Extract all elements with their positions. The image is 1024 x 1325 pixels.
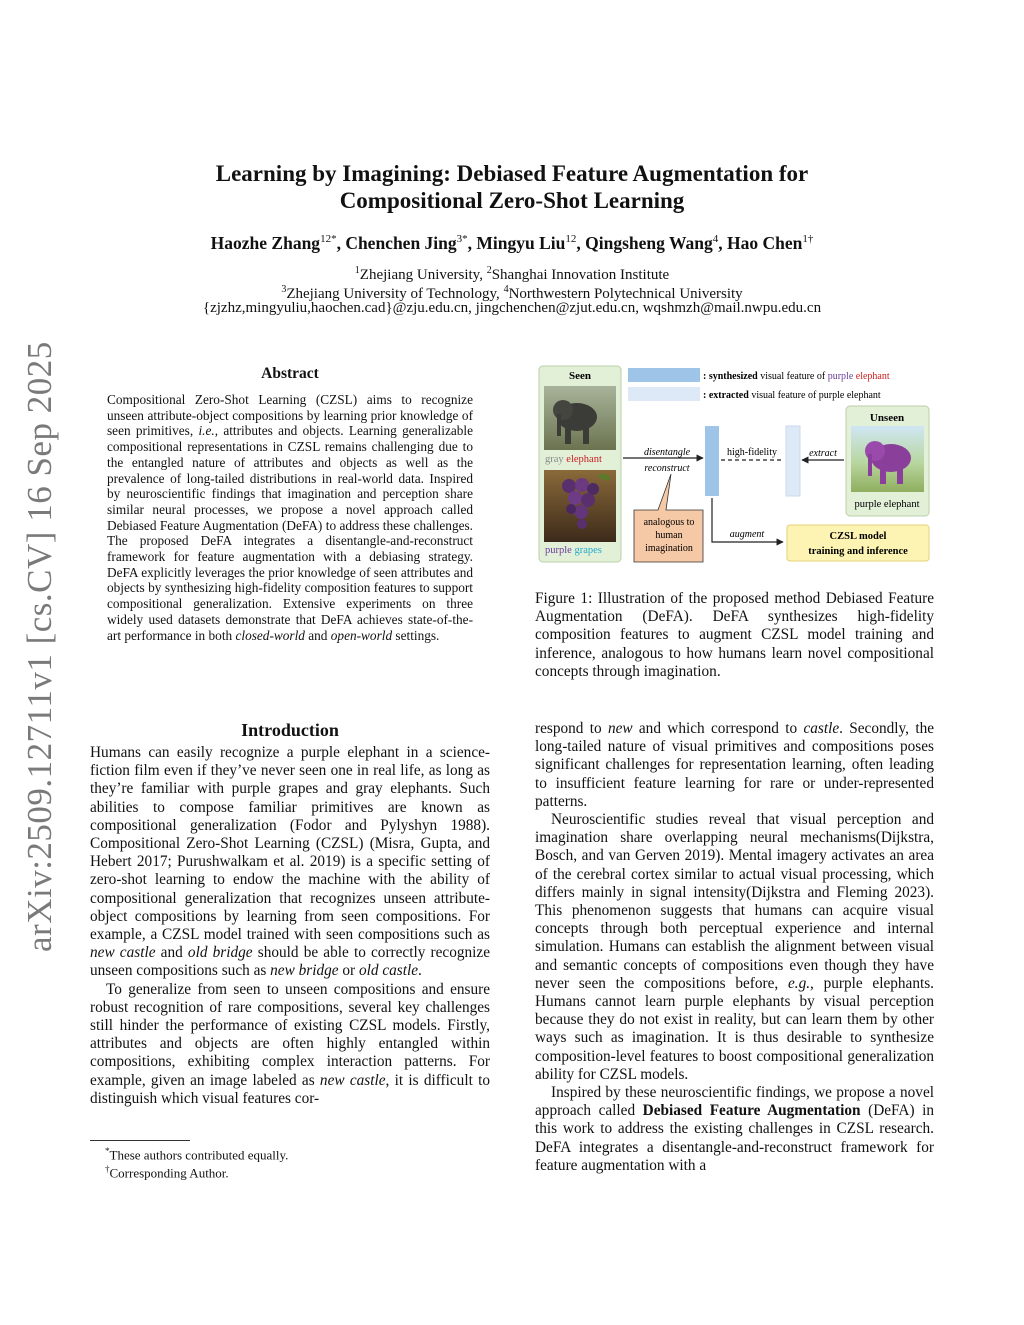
author-list (0, 233, 1024, 254)
seen-caption-gray-elephant: gray elephant (545, 454, 602, 465)
disentangle-label: disentangle (643, 447, 691, 458)
author-emails: {zjzhz,mingyuliu,haochen.cad}@zju.edu.cn, jingchenchen@zjut.edu.cn, wqshmzh@mail.nwpu.edu.cn (202, 300, 822, 316)
analogy-line-3: imagination (645, 543, 693, 554)
paragraph-continued: respond to new and which correspond to castle. Secondly, the long-tailed nature of visual primitives and compositions poses significant challenges for representation learning, often leading to insufficient feature learning for rare or under-represented patterns. (535, 720, 935, 810)
author: Chenchen Jing$^{3*}$, (345, 233, 477, 253)
extracted-feature-bar (786, 426, 800, 496)
author: Qingsheng Wang$^4$, (585, 233, 727, 253)
paragraph: Humans can easily recognize a purple elephant in a science-fiction film even if they’ve never seen one in real life, as long as they’re familiar with purple grapes and gray elephants. Such abilities to compose familiar primitives are known as compositional generalization (Fodor and Pylyshyn 1988). Compositional Zero-Shot Learning (CZSL) (Misra, Gupta, and Hebert 2017; Purushwalkam et al. 2019) is a specific setting of zero-shot learning to endow the machine with the ability of compositional generalization that recognizes unseen attribute-object compositions by learning from seen compositions. For example, a CZSL model trained with seen compositions such as new castle and old bridge should be able to correctly recognize unseen compositions such as new bridge or old castle. (90, 744, 490, 980)
legend-extracted-swatch (628, 387, 700, 401)
paper-title (0, 160, 1024, 214)
legend-synthesized-swatch (628, 368, 700, 382)
author: Haozhe Zhang$^{12*}$, (210, 233, 346, 253)
analogy-line-1: analogous to (643, 517, 695, 528)
analogy-line-2: human (655, 530, 683, 541)
unseen-label: Unseen (869, 412, 905, 424)
abstract-text: Compositional Zero-Shot Learning (CZSL) aims to recognize unseen attribute-object compositions by learning prior knowledge of seen primitives, i.e., attributes and objects. Learning generalizable compositional representations in CZSL remains challenging due to the entangled nature of attributes and objects as well as the prevalence of long-tailed distributions in real-world data. Inspired by neuroscientific findings that imagination and perception share similar neural processes, we propose a novel approach called Debiased Feature Augmentation (DeFA) to address these challenges. The proposed DeFA integrates a disentangle-and-reconstruct framework for feature augmentation with a debiasing strategy. DeFA explicitly leverages the prior knowledge of seen attributes and objects by synthesizing high-fidelity composition features to support compositional generalization. Extensive experiments on three widely used datasets demonstrate that DeFA achieves state-of-the-art performance in both closed-world and open-world settings. (107, 392, 473, 643)
affiliation-line-2: $^3$Zhejiang University of Technology, $^4$Northwestern Polytechnical University (281, 284, 743, 302)
intro-left-column (90, 744, 490, 1108)
paragraph: Inspired by these neuroscientific findings, we propose a novel approach called Debiased Feature Augmentation (DeFA) in this work to address the existing challenges in CZSL research. DeFA integrates a disentangle-and-reconstruct framework for feature augmentation with a (535, 1084, 934, 1174)
extract-label: extract (809, 448, 837, 459)
footnote-corresponding: †Corresponding Author. (105, 1164, 229, 1181)
title-line-1: Learning by Imagining: Debiased Feature Augmentation for (215, 161, 809, 186)
paragraph: To generalize from seen to unseen compositions and ensure robust recognition of rare compositions, several key challenges still hinder the performance of existing CZSL models. Firstly, attributes and objects are often highly entangled within compositions, exhibiting complex interaction patterns. For example, given an image labeled as new castle, it is difficult to distinguish which visual features cor- (90, 980, 490, 1107)
figure-caption: Figure 1: Illustration of the proposed method Debiased Feature Augmentation (DeFA). DeFA synthesizes high-fidelity composition features to augment CZSL model training and inference, analogous to how humans learn novel compositional concepts through imagination. (535, 590, 934, 680)
paragraph: Neuroscientific studies reveal that visual perception and imagination share overlapping neural mechanisms(Dijkstra, Bosch, and van Gerven 2019). Mental imagery activates an area of the cerebral cortex similar to actual visual processing, which differs mainly in signal intensity(Dijkstra and Fleming 2023). This phenomenon suggests that humans can acquire visual concepts through both perceptual experience and internal simulation. Humans can establish the alignment between visual and semantic concepts of compositions even though they have never seen the compositions before, e.g., purple elephants. Humans cannot learn purple elephants by visual perception because they do not exist in reality, but can learn them by other ways such as imagination. It is thus desirable to synthesize composition-level features to boost compositional generalization ability for CZSL models. (535, 811, 934, 1083)
high-fidelity-label: high-fidelity (727, 447, 777, 458)
seen-label: Seen (569, 370, 591, 382)
figure-1 (535, 362, 935, 572)
reconstruct-label: reconstruct (644, 463, 690, 474)
legend-extracted: : extracted visual feature of purple elephant (703, 390, 881, 401)
synthesized-feature-bar (705, 426, 719, 496)
introduction-heading: Introduction (241, 720, 339, 740)
unseen-caption: purple elephant (854, 499, 920, 510)
czsl-training-label: training and inference (808, 546, 908, 557)
arxiv-stamp: arXiv:2509.12711v1 [cs.CV] 16 Sep 2025 (20, 341, 59, 952)
czsl-model-label: CZSL model (829, 531, 887, 542)
title-line-2: Compositional Zero-Shot Learning (339, 188, 685, 213)
abstract-heading: Abstract (261, 365, 319, 382)
footnote-equal-contribution: *These authors contributed equally. (105, 1146, 289, 1163)
author: Hao Chen$^{1\dagger}$ (726, 233, 814, 253)
augment-label: augment (729, 529, 765, 540)
author: Mingyu Liu$^{12}$, (476, 233, 586, 253)
footnote-rule (90, 1140, 190, 1141)
seen-caption-purple-grapes: purple grapes (545, 545, 602, 556)
legend-synthesized: : synthesized visual feature of purple elephant (703, 371, 890, 382)
affiliation-line-1: $^1$Zhejiang University, $^2$Shanghai Innovation Institute (354, 265, 670, 283)
intro-right-column (535, 720, 934, 1175)
